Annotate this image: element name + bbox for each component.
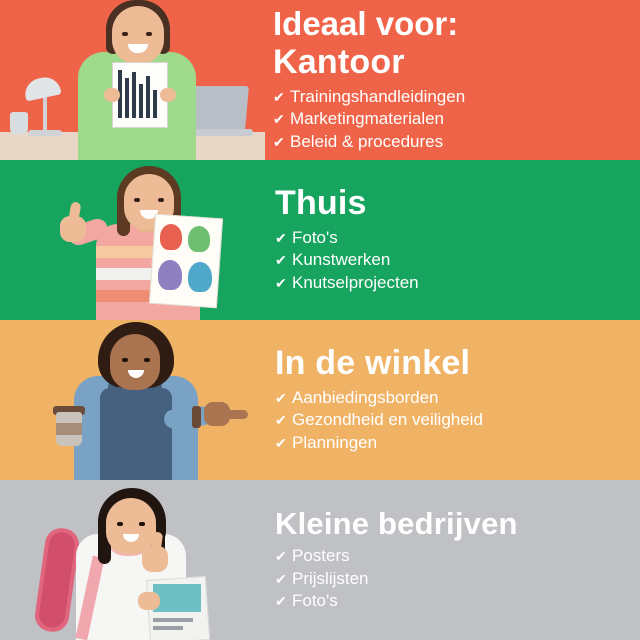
check-icon: ✔ [275, 570, 287, 587]
list-item [273, 131, 626, 153]
bullet-list-kantoor [273, 86, 626, 153]
bullet-label: Marketingmaterialen [290, 109, 445, 129]
text-in-de-winkel [265, 346, 640, 454]
check-icon: ✔ [273, 89, 285, 105]
heading-in-de-winkel: In de winkel [275, 344, 471, 382]
photo-kleine-bedrijven [0, 480, 265, 640]
list-item [275, 409, 626, 431]
bullet-list-thuis [275, 227, 626, 294]
bullet-label: Beleid & procedures [290, 131, 444, 151]
check-icon: ✔ [275, 412, 287, 429]
bullet-label: Trainingshandleidingen [290, 87, 466, 106]
check-icon: ✔ [273, 133, 285, 150]
bullet-label: Planningen [292, 432, 378, 452]
section-kleine-bedrijven [0, 480, 640, 640]
photo-winkel-illustration [0, 320, 265, 480]
text-kantoor [265, 4, 640, 154]
bullet-label: Aanbiedingsborden [292, 387, 439, 407]
text-kleine-bedrijven [265, 505, 640, 613]
check-icon: ✔ [273, 111, 285, 128]
check-icon: ✔ [275, 229, 287, 246]
section-in-de-winkel [0, 320, 640, 480]
list-item [275, 227, 626, 249]
list-item [275, 545, 626, 567]
bullet-label: Foto's [292, 591, 338, 611]
bullet-label: Knutselprojecten [292, 272, 419, 292]
check-icon: ✔ [275, 252, 287, 269]
bullet-label: Gezondheid en veiligheid [292, 410, 483, 430]
section-thuis [0, 160, 640, 320]
list-item [275, 590, 626, 612]
bullet-label: Prijslijsten [292, 568, 369, 588]
photo-in-de-winkel [0, 320, 265, 480]
check-icon: ✔ [275, 593, 287, 610]
heading-kantoor: Kantoor [273, 43, 405, 82]
list-item [273, 108, 626, 130]
bullet-label: Kunstwerken [292, 250, 391, 270]
bullet-label: Posters [292, 546, 350, 566]
check-icon: ✔ [275, 548, 287, 565]
section-kantoor [0, 0, 640, 160]
photo-kantoor [0, 0, 265, 160]
heading-kleine-bedrijven: Kleine bedrijven [275, 505, 518, 541]
list-item [275, 272, 626, 294]
check-icon: ✔ [275, 389, 287, 406]
bullet-list-bedrijven [275, 545, 626, 612]
list-item [275, 432, 626, 454]
list-item [275, 249, 626, 271]
list-item [275, 568, 626, 590]
check-icon: ✔ [275, 274, 287, 291]
page-title: Ideaal voor: [273, 4, 459, 42]
text-thuis [265, 186, 640, 294]
list-item [275, 387, 626, 409]
photo-bedrijven-illustration [0, 480, 265, 640]
list-item [273, 86, 626, 108]
photo-thuis [0, 160, 265, 320]
check-icon: ✔ [275, 434, 287, 451]
bullet-label: Foto's [292, 227, 338, 247]
photo-kantoor-illustration [0, 0, 265, 160]
bullet-list-winkel [275, 387, 626, 454]
heading-thuis: Thuis [275, 184, 367, 222]
photo-thuis-illustration [0, 160, 265, 320]
